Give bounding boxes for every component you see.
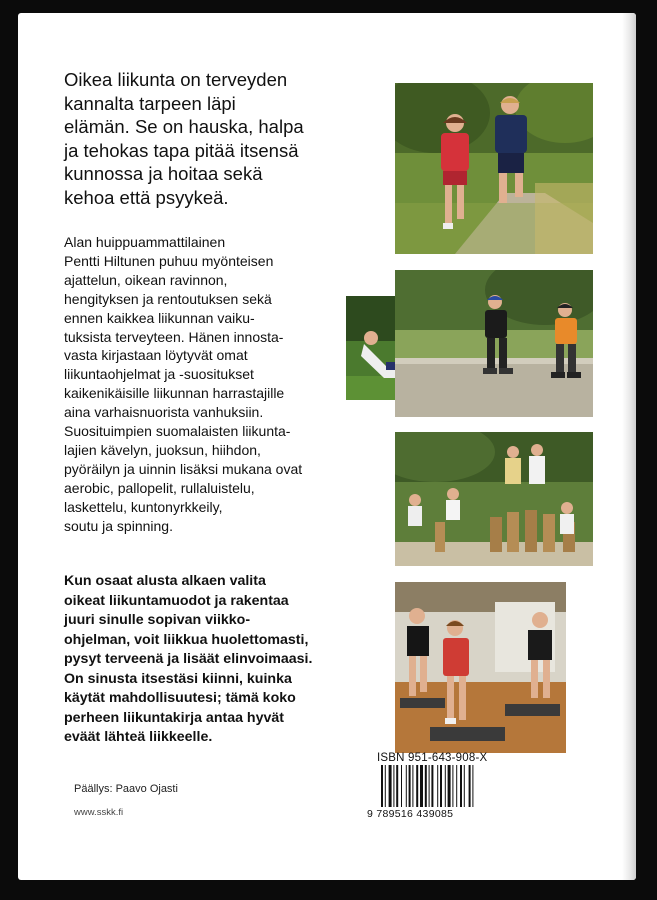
intro-line: elämän. Se on hauska, halpa: [64, 116, 304, 137]
bold-line: juuri sinulle sopivan viikko-: [64, 612, 251, 628]
bold-line: perheen liikuntakirja antaa hyvät: [64, 709, 284, 726]
body-line: ennen kaikkea liikunnan vaiku-: [64, 309, 255, 326]
photo-roller-skaters: [395, 270, 593, 417]
body-line: lajien kävelyn, juoksun, hiihdon,: [64, 441, 261, 458]
bold-line: käytät mahdollisuutesi; tämä koko: [64, 690, 296, 706]
intro-line: kunnossa ja hoitaa sekä: [64, 163, 263, 184]
body-line: hengityksen ja rentoutuksen sekä: [64, 290, 272, 307]
publisher-url: www.sskk.fi: [74, 807, 124, 818]
body-line: pyöräilyn ja uinnin lisäksi mukana ovat: [64, 460, 303, 477]
photo-step-aerobics: [395, 582, 566, 753]
body-line: Pentti Hiltunen puhuu myönteisen: [64, 252, 274, 269]
intro-paragraph: [64, 68, 364, 209]
bold-line: Kun osaat alusta alkaen valita: [64, 573, 266, 589]
body-line: vasta kirjastaan löytyvät omat: [64, 347, 248, 364]
bold-line: eväät lähteä liikkeelle.: [64, 729, 213, 745]
photo-runners: [395, 83, 593, 254]
barcode-icon: [381, 765, 491, 807]
body-line: soutu ja spinning.: [64, 517, 173, 534]
body-line: tuksista terveyteen. Hänen innosta-: [64, 328, 284, 345]
bold-line: On sinusta itsestäsi kiinni, kuinka: [64, 670, 292, 687]
body-line: laskettelu, kuntonyrkkeily,: [64, 498, 223, 515]
bold-line: pysyt terveenä ja lisäät elinvoimaasi.: [64, 651, 313, 667]
intro-line: Oikea liikunta on terveyden: [64, 69, 288, 90]
isbn-label: ISBN 951-643-908-X: [377, 752, 488, 764]
body-line: aerobic, pallopelit, rullaluistelu,: [64, 479, 255, 496]
photo-children-logs: [395, 432, 593, 566]
closing-paragraph: [64, 572, 364, 748]
body-line: ajattelun, oikean ravinnon,: [64, 271, 228, 288]
description-paragraph: [64, 233, 364, 536]
body-line: kaikenikäisille liikunnan harrastajille: [64, 385, 285, 402]
intro-line: kehoa että psyykeä.: [64, 186, 229, 208]
barcode-number: 9 789516 439085: [367, 808, 454, 820]
cover-edge-shade: [622, 13, 636, 880]
body-line: Alan huippuammattilainen: [64, 234, 226, 250]
bold-line: oikeat liikuntamuodot ja rakentaa: [64, 592, 289, 609]
body-line: Suosituimpien suomalaisten liikunta-: [64, 423, 291, 440]
body-line: liikuntaohjelmat ja -suositukset: [64, 366, 254, 383]
cover-credit: Päällys: Paavo Ojasti: [74, 783, 178, 795]
body-line: aina varhaisnuorista vanhuksiin.: [64, 404, 264, 421]
intro-line: ja tehokas tapa pitää itsensä: [64, 139, 299, 161]
bold-line: ohjelman, voit liikkua huolettomasti,: [64, 631, 309, 648]
intro-line: kannalta tarpeen läpi: [64, 92, 236, 114]
